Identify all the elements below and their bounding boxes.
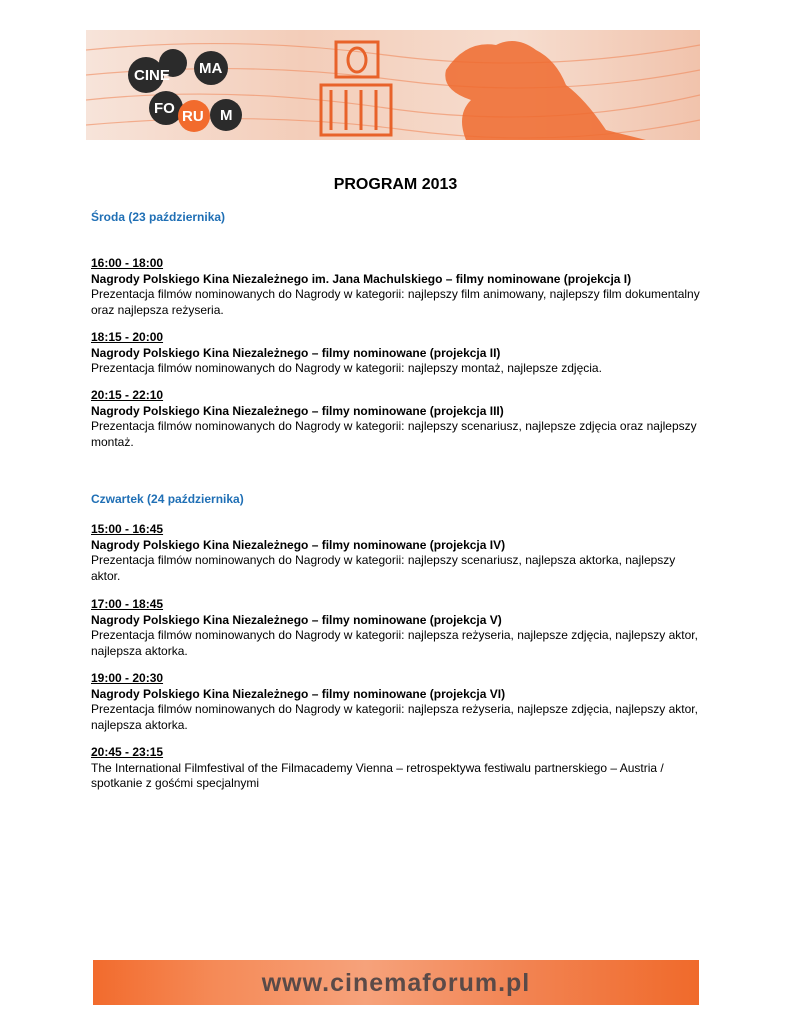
event-time: 20:15 - 22:10 [91, 388, 164, 402]
event-description: Prezentacja filmów nominowanych do Nagrody w kategorii: najlepsza reżyseria, najlepsze zdjęcia, najlepszy aktor, najlepsza aktorka. [91, 628, 698, 658]
event-item [91, 671, 701, 733]
event-description: The International Filmfestival of the Filmacademy Vienna – retrospektywa festiwalu partnerskiego – Austria / spotkanie z gośćmi specjalnymi [91, 760, 664, 790]
event-description: Prezentacja filmów nominowanych do Nagrody w kategorii: najlepsza reżyseria, najlepsze zdjęcia, najlepszy aktor, najlepsza aktorka. [91, 702, 698, 732]
event-description: Prezentacja filmów nominowanych do Nagrody w kategorii: najlepszy film animowany, najlepszy film dokumentalny oraz najlepsza reżyseria. [91, 287, 700, 317]
footer-banner [93, 960, 699, 1005]
event-description: Prezentacja filmów nominowanych do Nagrody w kategorii: najlepszy scenariusz, najlepsza aktorka, najlepszy aktor. [91, 553, 676, 583]
day-heading-sroda: Środa (23 października) [91, 210, 226, 224]
logo-letters-m: M [220, 107, 233, 124]
event-description: Prezentacja filmów nominowanych do Nagrody w kategorii: najlepszy scenariusz, najlepsze zdjęcia oraz najlepszy montaż. [91, 419, 697, 449]
event-time: 20:45 - 23:15 [91, 745, 164, 759]
event-time: 18:15 - 20:00 [91, 330, 164, 344]
event-item [91, 388, 701, 450]
event-title: Nagrody Polskiego Kina Niezależnego – filmy nominowane (projekcja II) [91, 345, 501, 360]
event-title: Nagrody Polskiego Kina Niezależnego – filmy nominowane (projekcja VI) [91, 686, 506, 701]
day-heading-czwartek: Czwartek (24 października) [91, 492, 244, 506]
event-title: Nagrody Polskiego Kina Niezależnego – filmy nominowane (projekcja V) [91, 612, 502, 627]
event-time: 16:00 - 18:00 [91, 256, 164, 270]
event-item [91, 522, 701, 584]
event-title: Nagrody Polskiego Kina Niezależnego – filmy nominowane (projekcja III) [91, 403, 504, 418]
event-description: Prezentacja filmów nominowanych do Nagrody w kategorii: najlepszy montaż, najlepsze zdjęcia. [91, 361, 602, 375]
logo-letters-ma: MA [199, 60, 223, 77]
event-title: Nagrody Polskiego Kina Niezależnego im. Jana Machulskiego – filmy nominowane (projekcja I) [91, 271, 632, 286]
logo-letters-cine: CINE [134, 67, 170, 84]
event-time: 17:00 - 18:45 [91, 597, 164, 611]
event-time: 15:00 - 16:45 [91, 522, 164, 536]
footer-url: www.cinemaforum.pl [261, 969, 531, 997]
event-item [91, 597, 701, 659]
header-banner [86, 30, 700, 140]
event-item [91, 256, 701, 318]
event-time: 19:00 - 20:30 [91, 671, 164, 685]
page-title: PROGRAM 2013 [333, 176, 458, 193]
logo-letters-ru: RU [182, 108, 204, 125]
header-artwork [86, 30, 700, 140]
event-title: Nagrody Polskiego Kina Niezależnego – filmy nominowane (projekcja IV) [91, 537, 506, 552]
logo-letters-fo: FO [154, 100, 175, 117]
event-item [91, 330, 701, 377]
event-item [91, 745, 701, 792]
